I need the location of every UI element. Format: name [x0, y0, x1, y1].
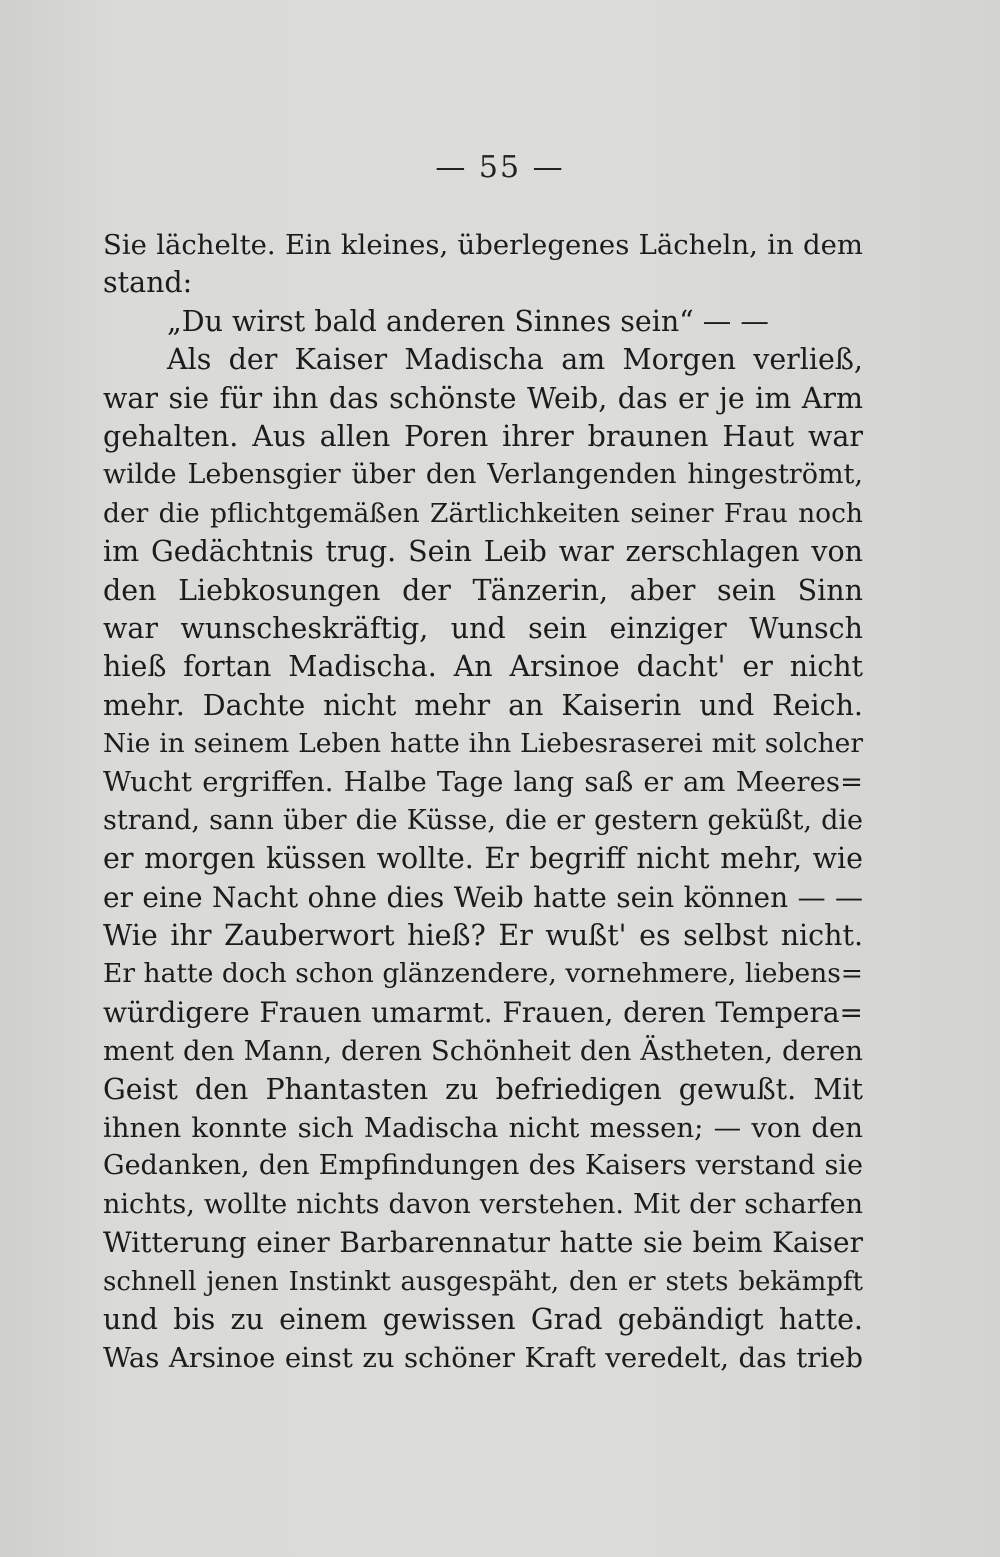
text-line: den Liebkosungen der Tänzerin, aber sein Sinn	[103, 573, 863, 607]
text-line: Witterung einer Barbarennatur hatte sie beim Kaiser	[103, 1226, 863, 1260]
text-line: Geist den Phantasten zu befriedigen gewußt. Mit	[103, 1072, 863, 1106]
text-line: ihnen konnte sich Madischa nicht messen; — von den	[103, 1111, 863, 1144]
text-line: mehr. Dachte nicht mehr an Kaiserin und Reich.	[103, 688, 863, 722]
text-line: „Du wirst bald anderen Sinnes sein“ — —	[167, 304, 769, 338]
text-line: Er hatte doch schon glänzendere, vornehmere, liebens=	[103, 958, 863, 990]
text-line: Nie in seinem Leben hatte ihn Liebesraserei mit solcher	[103, 728, 863, 760]
text-line: ment den Mann, deren Schönheit den Ästheten, deren	[103, 1035, 863, 1068]
text-line: Sie lächelte. Ein kleines, überlegenes Lächeln, in dem	[103, 229, 863, 261]
text-line: Wucht ergriffen. Halbe Tage lang saß er am Meeres=	[103, 766, 863, 799]
text-line: war wunscheskräftig, und sein einziger Wunsch	[103, 611, 863, 645]
body-text	[103, 226, 863, 1378]
text-line: gehalten. Aus allen Poren ihrer braunen Haut war	[103, 419, 863, 453]
text-line: und bis zu einem gewissen Grad gebändigt hatte.	[103, 1302, 863, 1336]
text-line: würdigere Frauen umarmt. Frauen, deren Tempera=	[103, 995, 863, 1029]
text-line: er morgen küssen wollte. Er begriff nicht mehr, wie	[103, 842, 863, 876]
text-line: wilde Lebensgier über den Verlangenden hingeströmt,	[103, 459, 863, 491]
text-line: Was Arsinoe einst zu schöner Kraft veredelt, das trieb	[103, 1342, 863, 1375]
text-line: stand:	[103, 266, 193, 300]
text-line: hieß fortan Madischa. An Arsinoe dacht' er nicht	[103, 650, 863, 684]
text-line: er eine Nacht ohne dies Weib hatte sein können — —	[103, 880, 863, 914]
text-line: Gedanken, den Empfindungen des Kaisers verstand sie	[103, 1150, 863, 1182]
text-line: Als der Kaiser Madischa am Morgen verließ,	[167, 343, 863, 377]
page-number: — 55 —	[435, 150, 565, 185]
text-line: schnell jenen Instinkt ausgespäht, den er stets bekämpft	[103, 1266, 863, 1297]
text-line: strand, sann über die Küsse, die er gestern geküßt, die	[103, 804, 863, 836]
text-line: Wie ihr Zauberwort hieß? Er wußt' es selbst nicht.	[103, 919, 863, 953]
text-line: nichts, wollte nichts davon verstehen. Mit der scharfen	[103, 1188, 863, 1220]
text-line: war sie für ihn das schönste Weib, das er je im Arm	[103, 381, 863, 415]
text-line: im Gedächtnis trug. Sein Leib war zerschlagen von	[103, 535, 863, 569]
text-line: der die pflichtgemäßen Zärtlichkeiten seiner Frau noch	[103, 497, 863, 529]
